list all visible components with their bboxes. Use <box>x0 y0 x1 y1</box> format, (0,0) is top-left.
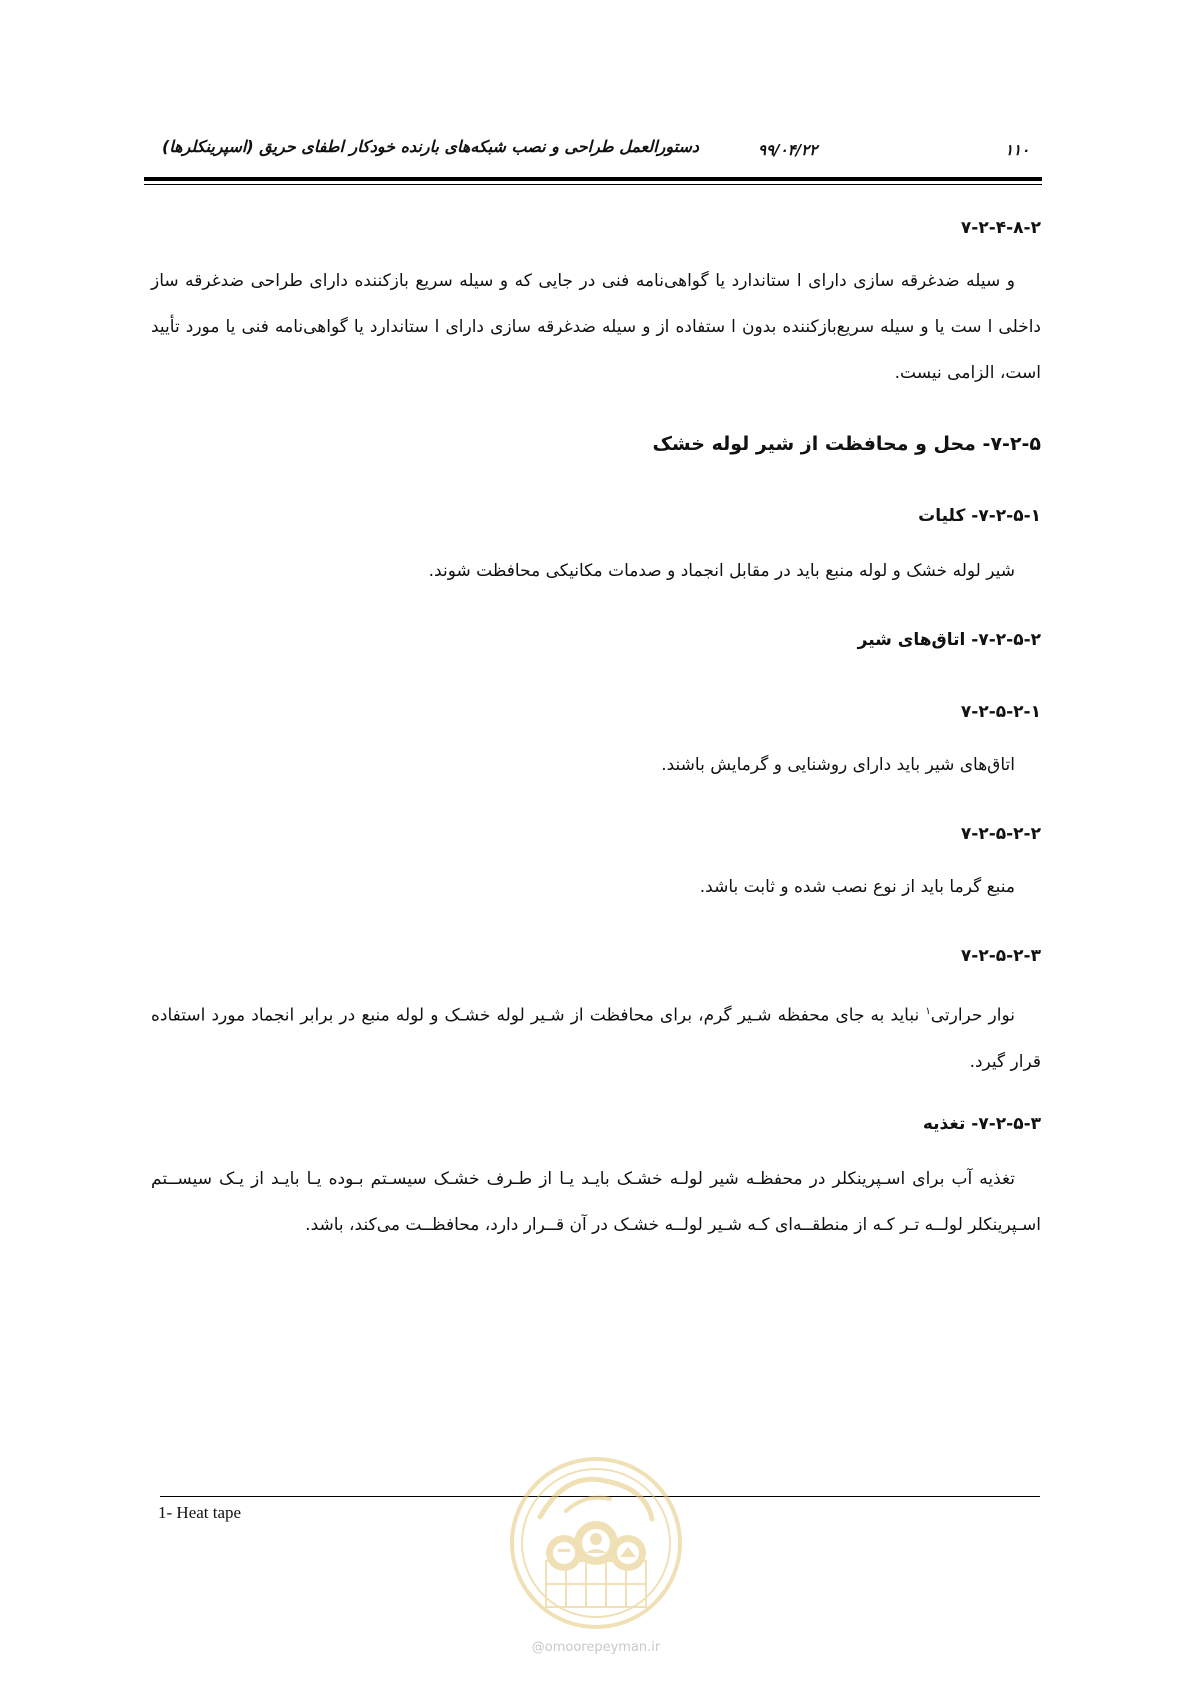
paragraph-7-2-4-8-2: و سیله ضدغرقه سازی دارای ا ستاندارد یا گواهی‌نامه فنی در جایی که و سیله سریع بازکننده دارای طراحی ضدغرقه ساز داخلی ا ست یا و سیله سریع‌بازکننده بدون ا ستفاده از و سیله ضدغرقه سازی دارای ا ستاندارد یا گواهی‌نامه فنی یا مورد تأیید است، الزامی نیست. <box>151 271 1041 383</box>
paragraph-7-2-5-2-3-part-b: نباید به جای محفظه شـیر گرم، برای محافظت از شـیر لوله خشـک و لوله منبع در برابر انجماد مورد استفاده قرار گیرد. <box>151 1005 1041 1072</box>
paragraph-7-2-5-2-2: منبع گرما باید از نوع نصب شده و ثابت باشد. <box>699 877 1015 897</box>
footnote-text: 1- Heat tape <box>158 1503 242 1522</box>
header-rule-thick <box>144 177 1042 181</box>
section-heading-7-2-5-1: ۷-۲-۵-۱- کلیات <box>918 506 1041 526</box>
header-date: ۹۹/۰۴/۲۲ <box>758 141 818 159</box>
watermark-logo <box>506 1453 686 1633</box>
header-title: دستورالعمل طراحی و نصب شبکه‌های بارنده خودکار اطفای حریق (اسپرینکلرها) <box>161 137 699 156</box>
section-number-7-2-5-2-1: ۷-۲-۵-۲-۱ <box>960 702 1041 722</box>
header-rule-thin <box>144 184 1042 185</box>
paragraph-7-2-5-1: شیر لوله خشک و لوله منبع باید در مقابل انجماد و صدمات مکانیکی محافظت شوند. <box>428 561 1015 581</box>
section-heading-7-2-5-3: ۷-۲-۵-۳- تغذیه <box>922 1114 1041 1134</box>
watermark-url: @omoorepeyman.ir <box>531 1640 661 1655</box>
section-number-7-2-4-8-2: ۷-۲-۴-۸-۲ <box>960 218 1041 238</box>
paragraph-7-2-5-2-1: اتاق‌های شیر باید دارای روشنایی و گرمایش باشند. <box>661 755 1015 775</box>
footnote-reference: ۱ <box>925 1006 931 1017</box>
section-heading-7-2-5: ۷-۲-۵- محل و محافظت از شیر لوله خشک <box>652 433 1041 455</box>
paragraph-7-2-5-2-3-part-a: نوار حرارتی <box>930 1005 1015 1026</box>
section-heading-7-2-5-2: ۷-۲-۵-۲- اتاق‌های شیر <box>857 630 1041 650</box>
header-page-number: ۱۱۰ <box>1005 141 1030 159</box>
paragraph-7-2-5-2-3 <box>151 989 1041 1085</box>
paragraph-7-2-5-3: تغذیه آب برای اسـپرینکلر در محفظـه شیر لولـه خشـک بایـد یـا از طـرف خشـک سیسـتم بـوده یـا بایـد از یـک سیســتم اسـپرینکلر لولــه تـر کـه از منطقــه‌ای کـه شـیر لولــه خشـک در آن قــرار دارد، محافظــت می‌کند، باشد. <box>151 1169 1041 1235</box>
section-number-7-2-5-2-2: ۷-۲-۵-۲-۲ <box>960 824 1041 844</box>
section-number-7-2-5-2-3: ۷-۲-۵-۲-۳ <box>960 946 1041 966</box>
